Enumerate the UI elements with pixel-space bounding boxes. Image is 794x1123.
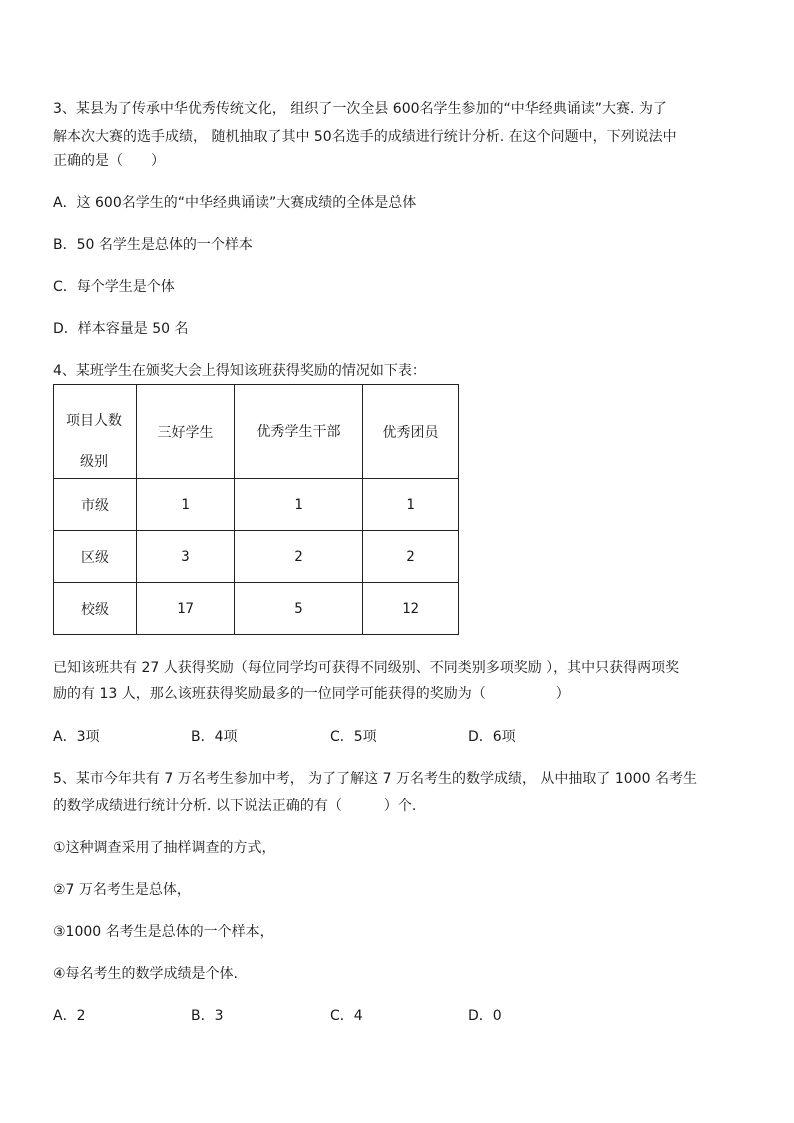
q3-stem-line1: 3、某县为了传承中华优秀传统文化， 组织了一次全县 600名学生参加的“中华经典诵读”大赛. 为了 [53, 101, 667, 117]
q5-statement-4: ④每名考生的数学成绩是个体. [53, 966, 239, 982]
q3-option-a: A．这 600名学生的“中华经典诵读”大赛成绩的全体是总体 [53, 195, 417, 211]
q4-stem-line2: 励的有 13 人，那么该班获得奖励最多的一位同学可能获得的奖励为（ ） [53, 686, 570, 702]
table-cell: 5 [235, 583, 363, 635]
q4-option-a: A．3项 [53, 729, 100, 745]
q5-statement-1: ①这种调查采用了抽样调查的方式， [53, 840, 276, 856]
q5-statement-3: ③1000 名考生是总体的一个样本， [53, 924, 274, 940]
table-cell: 17 [137, 583, 235, 635]
table-cell: 12 [363, 583, 459, 635]
table-corner-cell [54, 385, 137, 479]
q4-intro: 4、某班学生在颁奖大会上得知该班获得奖励的情况如下表： [53, 363, 426, 379]
award-table [53, 384, 459, 635]
q3-stem-line2: 解本次大赛的选手成绩， 随机抽取了其中 50名选手的成绩进行统计分析. 在这个问题中，下列说法中 [53, 129, 677, 145]
corner-label-top: 项目人数 [66, 413, 122, 429]
table-row [54, 531, 459, 583]
q3-stem-line3: 正确的是（ ） [53, 153, 165, 169]
q5-option-a: A．2 [53, 1008, 86, 1024]
table-level-cell: 市级 [54, 479, 137, 531]
table-cell: 1 [137, 479, 235, 531]
q3-option-b: B．50 名学生是总体的一个样本 [53, 237, 253, 253]
table-row [54, 479, 459, 531]
table-level-cell: 校级 [54, 583, 137, 635]
q3-option-c: C．每个学生是个体 [53, 279, 175, 295]
q3-option-d: D．样本容量是 50 名 [53, 321, 189, 337]
q4-option-d: D．6项 [468, 729, 516, 745]
q5-option-d: D．0 [468, 1008, 502, 1024]
table-header-cell: 优秀学生干部 [235, 385, 363, 479]
table-level-cell: 区级 [54, 531, 137, 583]
table-cell: 1 [235, 479, 363, 531]
table-header-cell: 优秀团员 [363, 385, 459, 479]
q5-statement-2: ②7 万名考生是总体， [53, 882, 191, 898]
q5-option-b: B．3 [191, 1008, 224, 1024]
corner-label-bottom: 级别 [80, 454, 108, 470]
table-row [54, 583, 459, 635]
q5-option-c: C．4 [330, 1008, 363, 1024]
table-cell: 1 [363, 479, 459, 531]
q5-stem-line1: 5、某市今年共有 7 万名考生参加中考， 为了了解这 7 万名考生的数学成绩， 从中抽取了 1000 名考生 [53, 771, 697, 787]
q4-option-c: C．5项 [330, 729, 377, 745]
q4-option-b: B．4项 [191, 729, 238, 745]
table-cell: 3 [137, 531, 235, 583]
q5-stem-line2: 的数学成绩进行统计分析. 以下说法正确的有（ ）个. [53, 798, 417, 814]
table-cell: 2 [235, 531, 363, 583]
q4-stem-line1: 已知该班共有 27 人获得奖励（每位同学均可获得不同级别、不同类别多项奖励 ），其中只获得两项奖 [53, 660, 680, 676]
table-cell: 2 [363, 531, 459, 583]
table-header-cell: 三好学生 [137, 385, 235, 479]
table-header-row [54, 385, 459, 479]
